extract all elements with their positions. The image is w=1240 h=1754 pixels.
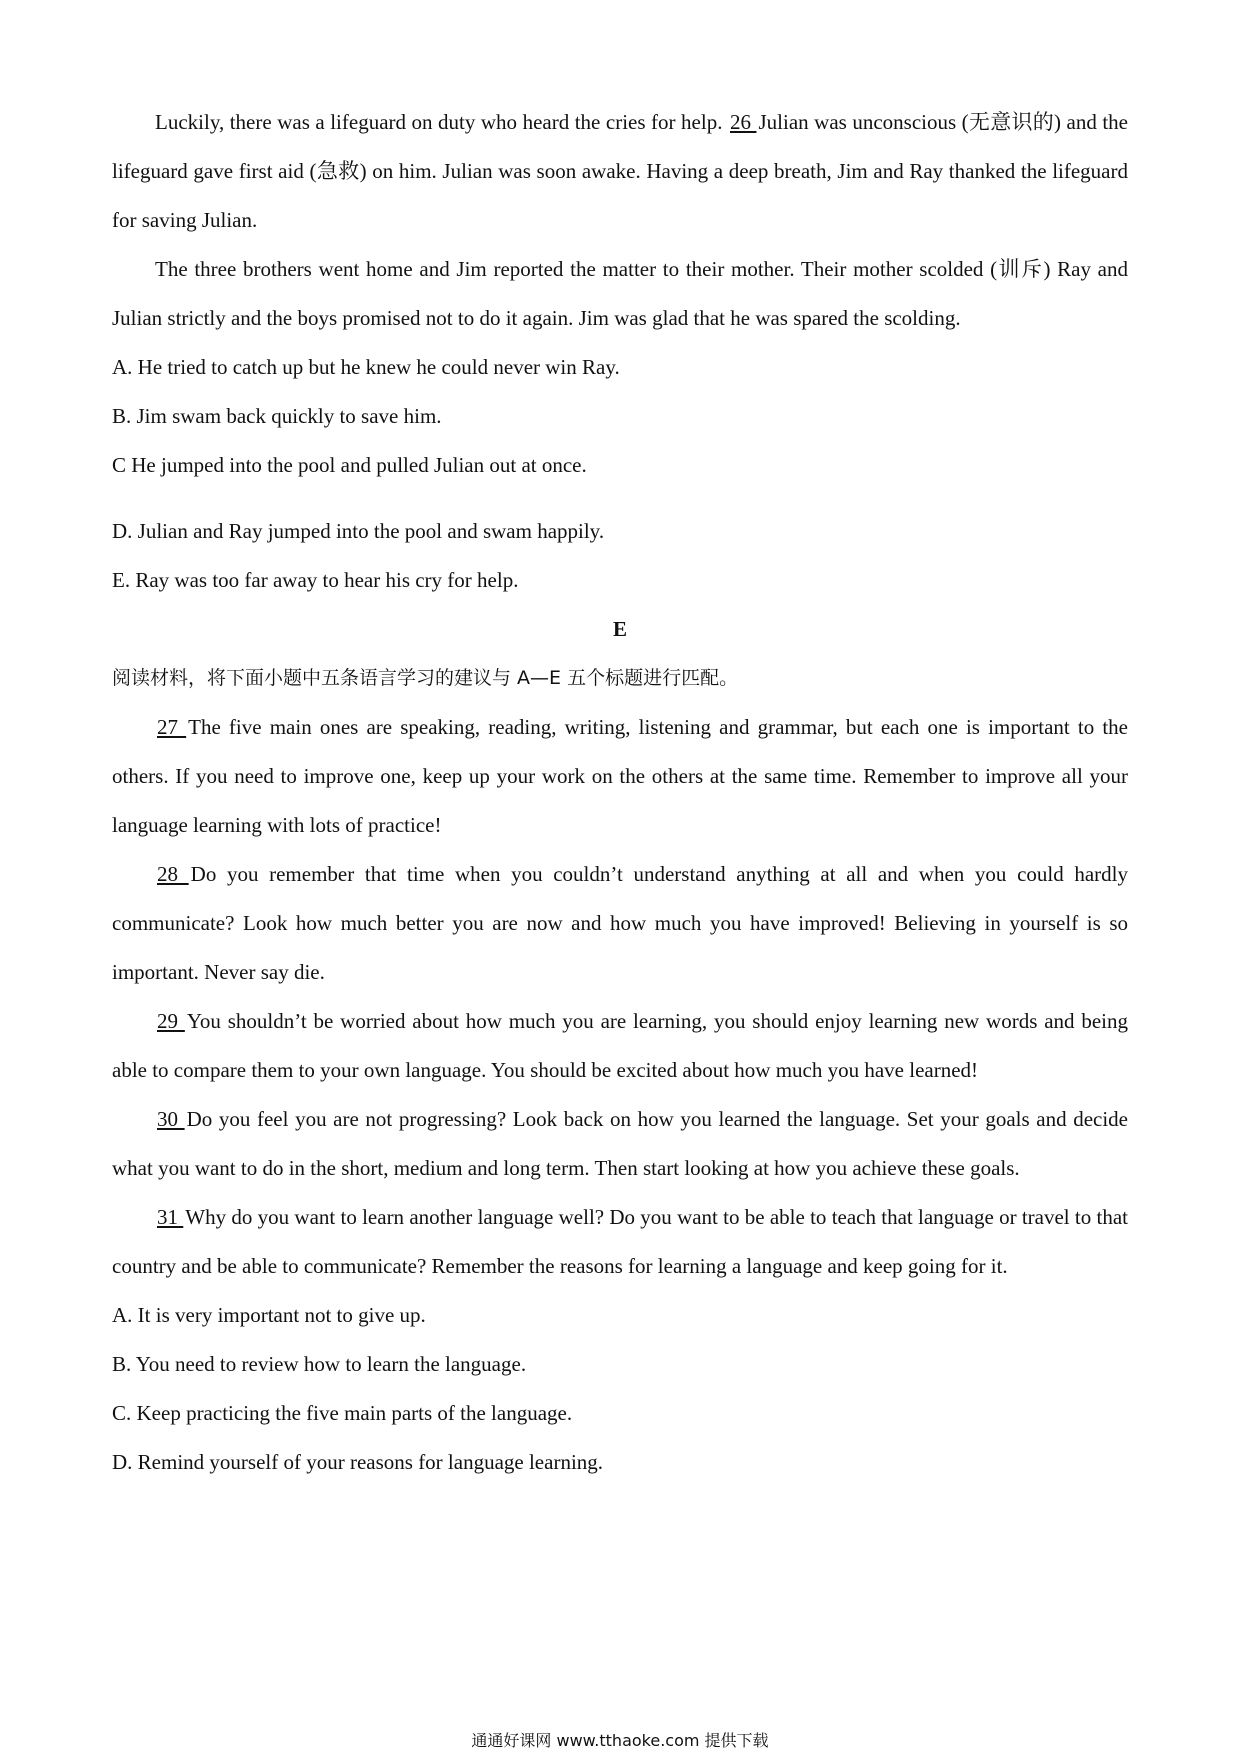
paragraph-e-30 [112,1095,1128,1193]
paragraph-text: Do you remember that time when you couldn’t understand anything at all and when you could hardly communicate? Look how much better you are now and how much you have improved! Believing in yourself is so important. Never say die. [112,862,1129,984]
paragraph-e-27 [112,703,1128,850]
paragraph-e-29 [112,997,1128,1095]
document-page [112,98,1128,1487]
paragraph-text: Do you feel you are not progressing? Look back on how you learned the language. Set your goals and decide what you want to do in the short, medium and long term. Then start looking at how you achieve these goals. [112,1107,1128,1180]
option-d-e: E. Ray was too far away to hear his cry for help. [112,568,519,592]
paragraph-d-2: The three brothers went home and Jim reported the matter to their mother. Their mother scolded (训斥) Ray and Julian strictly and the boys promised not to do it again. Jim was glad that he was spared the scolding. [112,257,1128,330]
option-d-d: D. Julian and Ray jumped into the pool and swam happily. [112,519,605,543]
paragraph-text: The five main ones are speaking, reading, writing, listening and grammar, but each one is important to the others. If you need to improve one, keep up your work on the others at the same time. Remember to improve all your language learning with lots of practice! [112,715,1128,837]
option-d-c: C He jumped into the pool and pulled Julian out at once. [112,453,587,477]
option-e-b: B. You need to review how to learn the language. [112,1352,527,1376]
blank-26: 26 [729,110,757,134]
blank-27: 27 [157,715,187,739]
paragraph-text: Why do you want to learn another language well? Do you want to be able to teach that language or travel to that country and be able to communicate? Remember the reasons for learning a language and keep going for it. [112,1205,1128,1278]
section-heading-e: E [612,617,627,641]
option-e-d: D. Remind yourself of your reasons for language learning. [112,1450,604,1474]
option-e-c: C. Keep practicing the five main parts of the language. [112,1401,573,1425]
option-d-b: B. Jim swam back quickly to save him. [112,404,442,428]
blank-28: 28 [157,862,189,886]
para1-text-a: Luckily, there was a lifeguard on duty who heard the cries for help. [155,110,728,134]
section-instruction: 阅读材料，将下面小题中五条语言学习的建议与 A—E 五个标题进行匹配。 [112,667,739,689]
page-footer: 通通好课网 www.tthaoke.com 提供下载 [471,1731,769,1750]
blank-29: 29 [157,1009,185,1033]
para1-text-b: Julian was unconscious (无意识的) and the lifeguard gave first aid (急救) on him. Julian was soon awake. Having a deep breath, Jim and Ray thanked the lifeguard for saving Julian. [112,110,1128,232]
paragraph-text: You shouldn’t be worried about how much you are learning, you should enjoy learning new words and being able to compare them to your own language. You should be excited about how much you have learned! [112,1009,1129,1082]
paragraph-e-31 [112,1193,1128,1291]
paragraph-d-1 [112,98,1128,245]
option-e-a: A. It is very important not to give up. [112,1303,426,1327]
blank-30: 30 [157,1107,185,1131]
blank-31: 31 [157,1205,184,1229]
paragraph-e-28 [112,850,1128,997]
option-d-a: A. He tried to catch up but he knew he could never win Ray. [112,355,620,379]
